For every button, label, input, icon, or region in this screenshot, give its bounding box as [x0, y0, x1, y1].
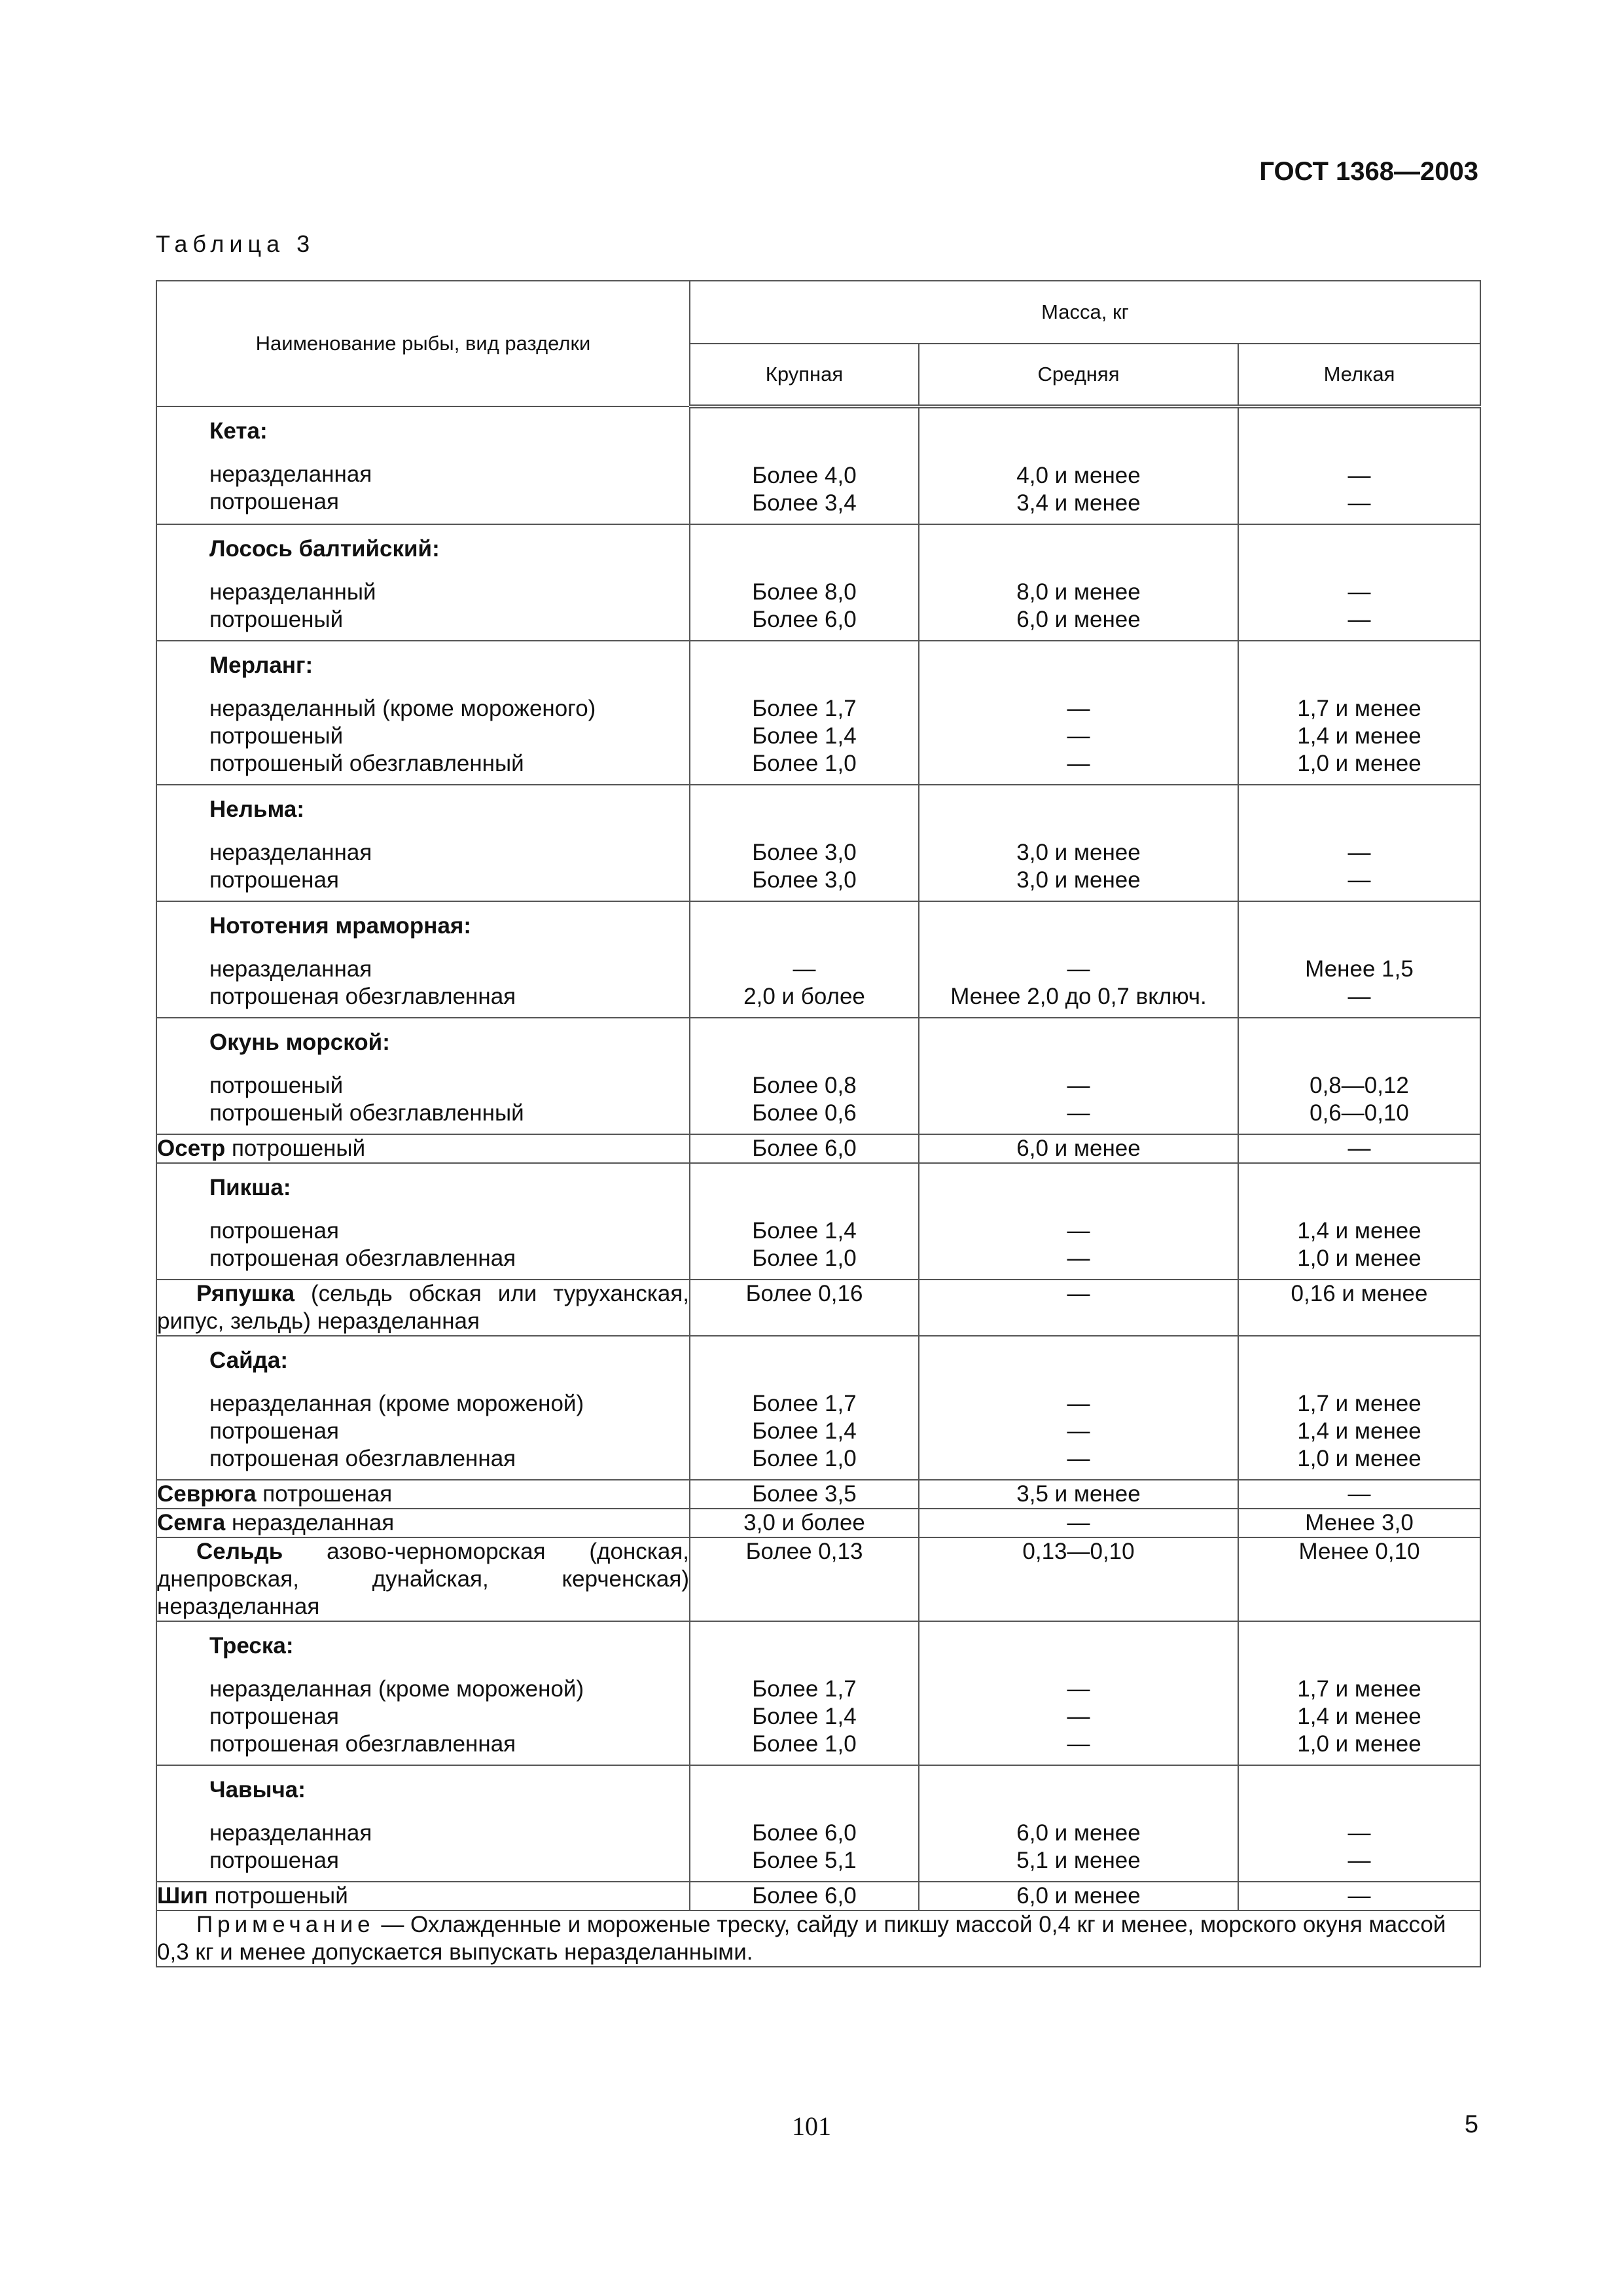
fish-name-cell [156, 1882, 690, 1910]
fish-name-cell [156, 1280, 690, 1336]
mass-value: 2,0 и более [743, 984, 865, 1009]
header-mass: Масса, кг [690, 281, 1480, 344]
mass-value: 3,4 и менее [1016, 490, 1141, 516]
table-row [156, 1882, 1480, 1910]
mass-medium-cell [919, 1336, 1238, 1480]
fish-name-cell [156, 1765, 690, 1882]
mass-value: Более 3,0 [752, 867, 857, 893]
mass-small-cell: — [1238, 1882, 1480, 1910]
page-number-center: 101 [792, 2111, 831, 2141]
mass-values [690, 641, 918, 784]
mass-values [1239, 641, 1480, 784]
note-text: — Охлажденные и мороженые треску, сайду и пикшу массой 0,4 кг и менее, морского окуня массой 0,3 кг и менее допускается выпускать неразделанными. [157, 1912, 1446, 1965]
fish-name-cell [156, 1018, 690, 1134]
mass-medium-cell: — [919, 1280, 1238, 1336]
fish-name-cell [156, 1336, 690, 1480]
mass-value: Более 0,8 [752, 1073, 857, 1098]
table-row [156, 1480, 1480, 1509]
mass-value: — [1347, 607, 1371, 632]
fish-name: Мерланг: [209, 653, 313, 678]
cut-type: потрошеная [209, 1218, 339, 1244]
fish-name: Треска: [209, 1633, 294, 1659]
mass-value: Более 0,6 [752, 1100, 857, 1126]
mass-value: Менее 2,0 до 0,7 включ. [950, 984, 1207, 1009]
mass-values [919, 902, 1238, 1017]
mass-large-cell [690, 1621, 919, 1765]
document-code: ГОСТ 1368—2003 [1259, 157, 1478, 186]
mass-small-cell: — [1238, 1480, 1480, 1509]
mass-value: — [1067, 723, 1090, 749]
cut-type: потрошеная обезглавленная [209, 1446, 516, 1471]
fish-name: Шип [157, 1883, 208, 1909]
cut-type-list [157, 949, 689, 1017]
fish-name-cell [156, 641, 690, 785]
mass-large-cell [690, 1018, 919, 1134]
mass-value: — [1347, 490, 1371, 516]
fish-name: Ряпушка [196, 1281, 295, 1306]
table-row [156, 1336, 1480, 1480]
mass-small-cell [1238, 1336, 1480, 1480]
table-row [156, 1537, 1480, 1621]
fish-name: Сайда: [209, 1348, 289, 1373]
mass-table [156, 280, 1481, 1967]
cut-type: неразделанная (кроме мороженой) [209, 1676, 584, 1702]
mass-values [1239, 902, 1480, 1017]
mass-value: 1,0 и менее [1297, 751, 1421, 776]
mass-value: 3,0 и менее [1016, 840, 1141, 865]
mass-values [919, 1018, 1238, 1134]
table-note [156, 1910, 1480, 1967]
cut-type: потрошеная [209, 1704, 339, 1729]
mass-small-cell [1238, 785, 1480, 901]
mass-value: 0,8—0,12 [1310, 1073, 1409, 1098]
cut-type-list [157, 833, 689, 901]
mass-value: Более 6,0 [752, 607, 857, 632]
fish-name-cell [156, 1134, 690, 1163]
mass-medium-cell [919, 901, 1238, 1018]
fish-name: Чавыча: [209, 1777, 306, 1803]
mass-large-cell [690, 524, 919, 641]
mass-value: — [1067, 696, 1090, 721]
fish-name-cell [156, 1163, 690, 1280]
mass-small-cell [1238, 641, 1480, 785]
cut-type: неразделанный (кроме мороженого) [209, 696, 596, 721]
mass-value: Более 1,0 [752, 1246, 857, 1271]
mass-medium-cell [919, 524, 1238, 641]
table-body [156, 406, 1480, 1910]
mass-value: — [1347, 463, 1371, 488]
mass-value: 1,4 и менее [1297, 1704, 1421, 1729]
mass-value: 0,6—0,10 [1310, 1100, 1409, 1126]
mass-values [690, 1622, 918, 1765]
cut-type: потрошеная обезглавленная [209, 984, 516, 1009]
cut-type-list [157, 689, 689, 784]
mass-small-cell [1238, 1163, 1480, 1280]
mass-large-cell: Более 6,0 [690, 1134, 919, 1163]
mass-value: — [1347, 1820, 1371, 1846]
mass-value: — [793, 956, 816, 982]
mass-values [1239, 525, 1480, 640]
header-large: Крупная [690, 344, 919, 406]
mass-values [919, 785, 1238, 901]
fish-name-cell [156, 1509, 690, 1537]
table-row [156, 785, 1480, 901]
mass-value: Более 1,0 [752, 1446, 857, 1471]
mass-value: Более 8,0 [752, 579, 857, 605]
mass-value: — [1067, 1218, 1090, 1244]
cut-type-list [157, 1669, 689, 1765]
table-row [156, 1280, 1480, 1336]
header-fish-name: Наименование рыбы, вид разделки [156, 281, 690, 406]
mass-medium-cell [919, 406, 1238, 524]
mass-value: — [1067, 956, 1090, 982]
mass-small-cell [1238, 1018, 1480, 1134]
fish-name: Севрюга [157, 1481, 257, 1507]
mass-values [919, 1766, 1238, 1881]
mass-value: — [1067, 1676, 1090, 1702]
fish-name: Нототения мраморная: [209, 913, 471, 939]
mass-value: — [1067, 1446, 1090, 1471]
mass-value: — [1347, 579, 1371, 605]
header-small: Мелкая [1238, 344, 1480, 406]
mass-large-cell [690, 1163, 919, 1280]
cut-type: потрошеный [207, 1883, 348, 1909]
mass-value: Более 1,0 [752, 751, 857, 776]
mass-medium-cell: 6,0 и менее [919, 1134, 1238, 1163]
cut-type: потрошеная [209, 1418, 339, 1444]
mass-value: Более 4,0 [752, 463, 857, 488]
mass-value: 1,7 и менее [1297, 1676, 1421, 1702]
mass-values [919, 1622, 1238, 1765]
mass-small-cell: Менее 0,10 [1238, 1537, 1480, 1621]
cut-type-list [157, 1384, 689, 1479]
mass-value: 8,0 и менее [1016, 579, 1141, 605]
mass-value: Более 6,0 [752, 1820, 857, 1846]
mass-values [690, 902, 918, 1017]
mass-medium-cell [919, 1621, 1238, 1765]
fish-name: Пикша: [209, 1175, 291, 1200]
table-row [156, 1765, 1480, 1882]
table-row [156, 1163, 1480, 1280]
fish-name-cell [156, 406, 690, 524]
mass-value: Более 1,7 [752, 1676, 857, 1702]
cut-type: потрошеный [209, 607, 344, 632]
mass-values [1239, 1766, 1480, 1881]
mass-value: — [1347, 840, 1371, 865]
mass-large-cell [690, 1336, 919, 1480]
fish-name-cell [156, 524, 690, 641]
fish-name-cell [156, 1537, 690, 1621]
page-number-right: 5 [1464, 2111, 1478, 2138]
note-label: Примечание [196, 1912, 375, 1937]
fish-name-cell [156, 1480, 690, 1509]
mass-value: 4,0 и менее [1016, 463, 1141, 488]
mass-small-cell: 0,16 и менее [1238, 1280, 1480, 1336]
cut-type: неразделанная [209, 956, 372, 982]
mass-value: Более 1,4 [752, 1704, 857, 1729]
table-row [156, 524, 1480, 641]
mass-values [1239, 408, 1480, 524]
fish-name-cell [156, 1621, 690, 1765]
cut-type: неразделанная [225, 1510, 395, 1535]
table-row [156, 901, 1480, 1018]
mass-small-cell [1238, 1621, 1480, 1765]
cut-type: потрошеная [209, 489, 339, 514]
cut-type: неразделанная [209, 1820, 372, 1846]
cut-type: (сельдь обская или туруханская, рипус, зельдь) неразделанная [157, 1281, 689, 1334]
table-row [156, 406, 1480, 524]
mass-values [919, 1164, 1238, 1279]
cut-type: азово-черноморская (донская, днепровская, дунайская, керченская) неразделанная [157, 1539, 689, 1619]
mass-value: 1,4 и менее [1297, 1218, 1421, 1244]
cut-type: потрошеная [209, 867, 339, 893]
mass-value: 1,4 и менее [1297, 1418, 1421, 1444]
fish-name: Семга [157, 1510, 226, 1535]
mass-medium-cell: — [919, 1509, 1238, 1537]
mass-values [1239, 785, 1480, 901]
mass-value: Более 1,4 [752, 723, 857, 749]
mass-value: 6,0 и менее [1016, 1820, 1141, 1846]
mass-values [690, 1336, 918, 1479]
mass-large-cell: 3,0 и более [690, 1509, 919, 1537]
cut-type: неразделанная (кроме мороженой) [209, 1391, 584, 1416]
mass-values [1239, 1336, 1480, 1479]
mass-value: — [1067, 1704, 1090, 1729]
mass-medium-cell [919, 1765, 1238, 1882]
mass-value: Менее 1,5 [1305, 956, 1414, 982]
fish-name: Сельдь [196, 1539, 283, 1564]
mass-medium-cell: 6,0 и менее [919, 1882, 1238, 1910]
mass-value: — [1067, 1246, 1090, 1271]
mass-value: 1,0 и менее [1297, 1246, 1421, 1271]
fish-name: Окунь морской: [209, 1030, 390, 1055]
cut-type: потрошеная [256, 1481, 393, 1507]
mass-large-cell [690, 1765, 919, 1882]
mass-values [690, 525, 918, 640]
mass-values [919, 1336, 1238, 1479]
cut-type-list [157, 454, 689, 522]
mass-small-cell [1238, 901, 1480, 1018]
mass-value: 3,0 и менее [1016, 867, 1141, 893]
table-row [156, 641, 1480, 785]
mass-large-cell [690, 641, 919, 785]
mass-medium-cell [919, 641, 1238, 785]
mass-value: Более 5,1 [752, 1848, 857, 1873]
mass-value: — [1347, 984, 1371, 1009]
table-row [156, 1018, 1480, 1134]
mass-value: — [1347, 1848, 1371, 1873]
mass-large-cell: Более 0,16 [690, 1280, 919, 1336]
mass-medium-cell: 3,5 и менее [919, 1480, 1238, 1509]
mass-small-cell: — [1238, 1134, 1480, 1163]
mass-large-cell [690, 901, 919, 1018]
mass-medium-cell [919, 1163, 1238, 1280]
mass-value: 1,0 и менее [1297, 1731, 1421, 1757]
mass-value: Более 1,4 [752, 1418, 857, 1444]
mass-medium-cell: 0,13—0,10 [919, 1537, 1238, 1621]
cut-type: неразделанный [209, 579, 376, 605]
mass-values [690, 1018, 918, 1134]
mass-value: 1,7 и менее [1297, 1391, 1421, 1416]
mass-large-cell [690, 785, 919, 901]
cut-type: потрошеная [209, 1848, 339, 1873]
mass-large-cell: Более 0,13 [690, 1537, 919, 1621]
mass-values [919, 641, 1238, 784]
mass-value: 5,1 и менее [1016, 1848, 1141, 1873]
mass-value: — [1347, 867, 1371, 893]
mass-value: Более 1,7 [752, 1391, 857, 1416]
mass-value: — [1067, 1100, 1090, 1126]
mass-value: — [1067, 1073, 1090, 1098]
cut-type: неразделанная [209, 840, 372, 865]
cut-type: потрошеный обезглавленный [209, 751, 524, 776]
mass-values [919, 408, 1238, 524]
table-caption: Таблица 3 [156, 230, 315, 257]
mass-values [1239, 1164, 1480, 1279]
cut-type-list [157, 1211, 689, 1279]
table-row [156, 1621, 1480, 1765]
mass-values [919, 525, 1238, 640]
cut-type: неразделанная [209, 461, 372, 487]
mass-medium-cell [919, 785, 1238, 901]
mass-medium-cell [919, 1018, 1238, 1134]
cut-type-list [157, 1066, 689, 1134]
fish-name: Осетр [157, 1136, 226, 1161]
fish-name-cell [156, 785, 690, 901]
mass-small-cell [1238, 406, 1480, 524]
mass-value: 6,0 и менее [1016, 607, 1141, 632]
mass-value: Более 3,4 [752, 490, 857, 516]
header-medium: Средняя [919, 344, 1238, 406]
cut-type-list [157, 572, 689, 640]
mass-value: — [1067, 1731, 1090, 1757]
mass-value: Более 1,4 [752, 1218, 857, 1244]
table-row [156, 1134, 1480, 1163]
fish-name-cell [156, 901, 690, 1018]
mass-values [690, 785, 918, 901]
cut-type: потрошеный [209, 723, 344, 749]
cut-type: потрошеный [225, 1136, 366, 1161]
mass-small-cell [1238, 524, 1480, 641]
mass-small-cell: Менее 3,0 [1238, 1509, 1480, 1537]
mass-value: — [1067, 1391, 1090, 1416]
mass-small-cell [1238, 1765, 1480, 1882]
mass-large-cell: Более 6,0 [690, 1882, 919, 1910]
mass-values [1239, 1018, 1480, 1134]
mass-value: 1,0 и менее [1297, 1446, 1421, 1471]
mass-value: 1,7 и менее [1297, 696, 1421, 721]
mass-large-cell [690, 406, 919, 524]
mass-value: — [1067, 751, 1090, 776]
mass-values [690, 408, 918, 524]
cut-type: потрошеный [209, 1073, 344, 1098]
cut-type: потрошеная обезглавленная [209, 1246, 516, 1271]
mass-value: Более 3,0 [752, 840, 857, 865]
cut-type: потрошеная обезглавленная [209, 1731, 516, 1757]
mass-large-cell: Более 3,5 [690, 1480, 919, 1509]
cut-type-list [157, 1813, 689, 1881]
mass-values [1239, 1622, 1480, 1765]
table-row [156, 1509, 1480, 1537]
fish-name: Лосось балтийский: [209, 536, 440, 562]
mass-value: — [1067, 1418, 1090, 1444]
fish-name: Кета: [209, 418, 268, 444]
fish-name: Нельма: [209, 797, 305, 822]
mass-values [690, 1164, 918, 1279]
mass-value: 1,4 и менее [1297, 723, 1421, 749]
mass-value: Более 1,0 [752, 1731, 857, 1757]
cut-type: потрошеный обезглавленный [209, 1100, 524, 1126]
mass-value: Более 1,7 [752, 696, 857, 721]
mass-values [690, 1766, 918, 1881]
